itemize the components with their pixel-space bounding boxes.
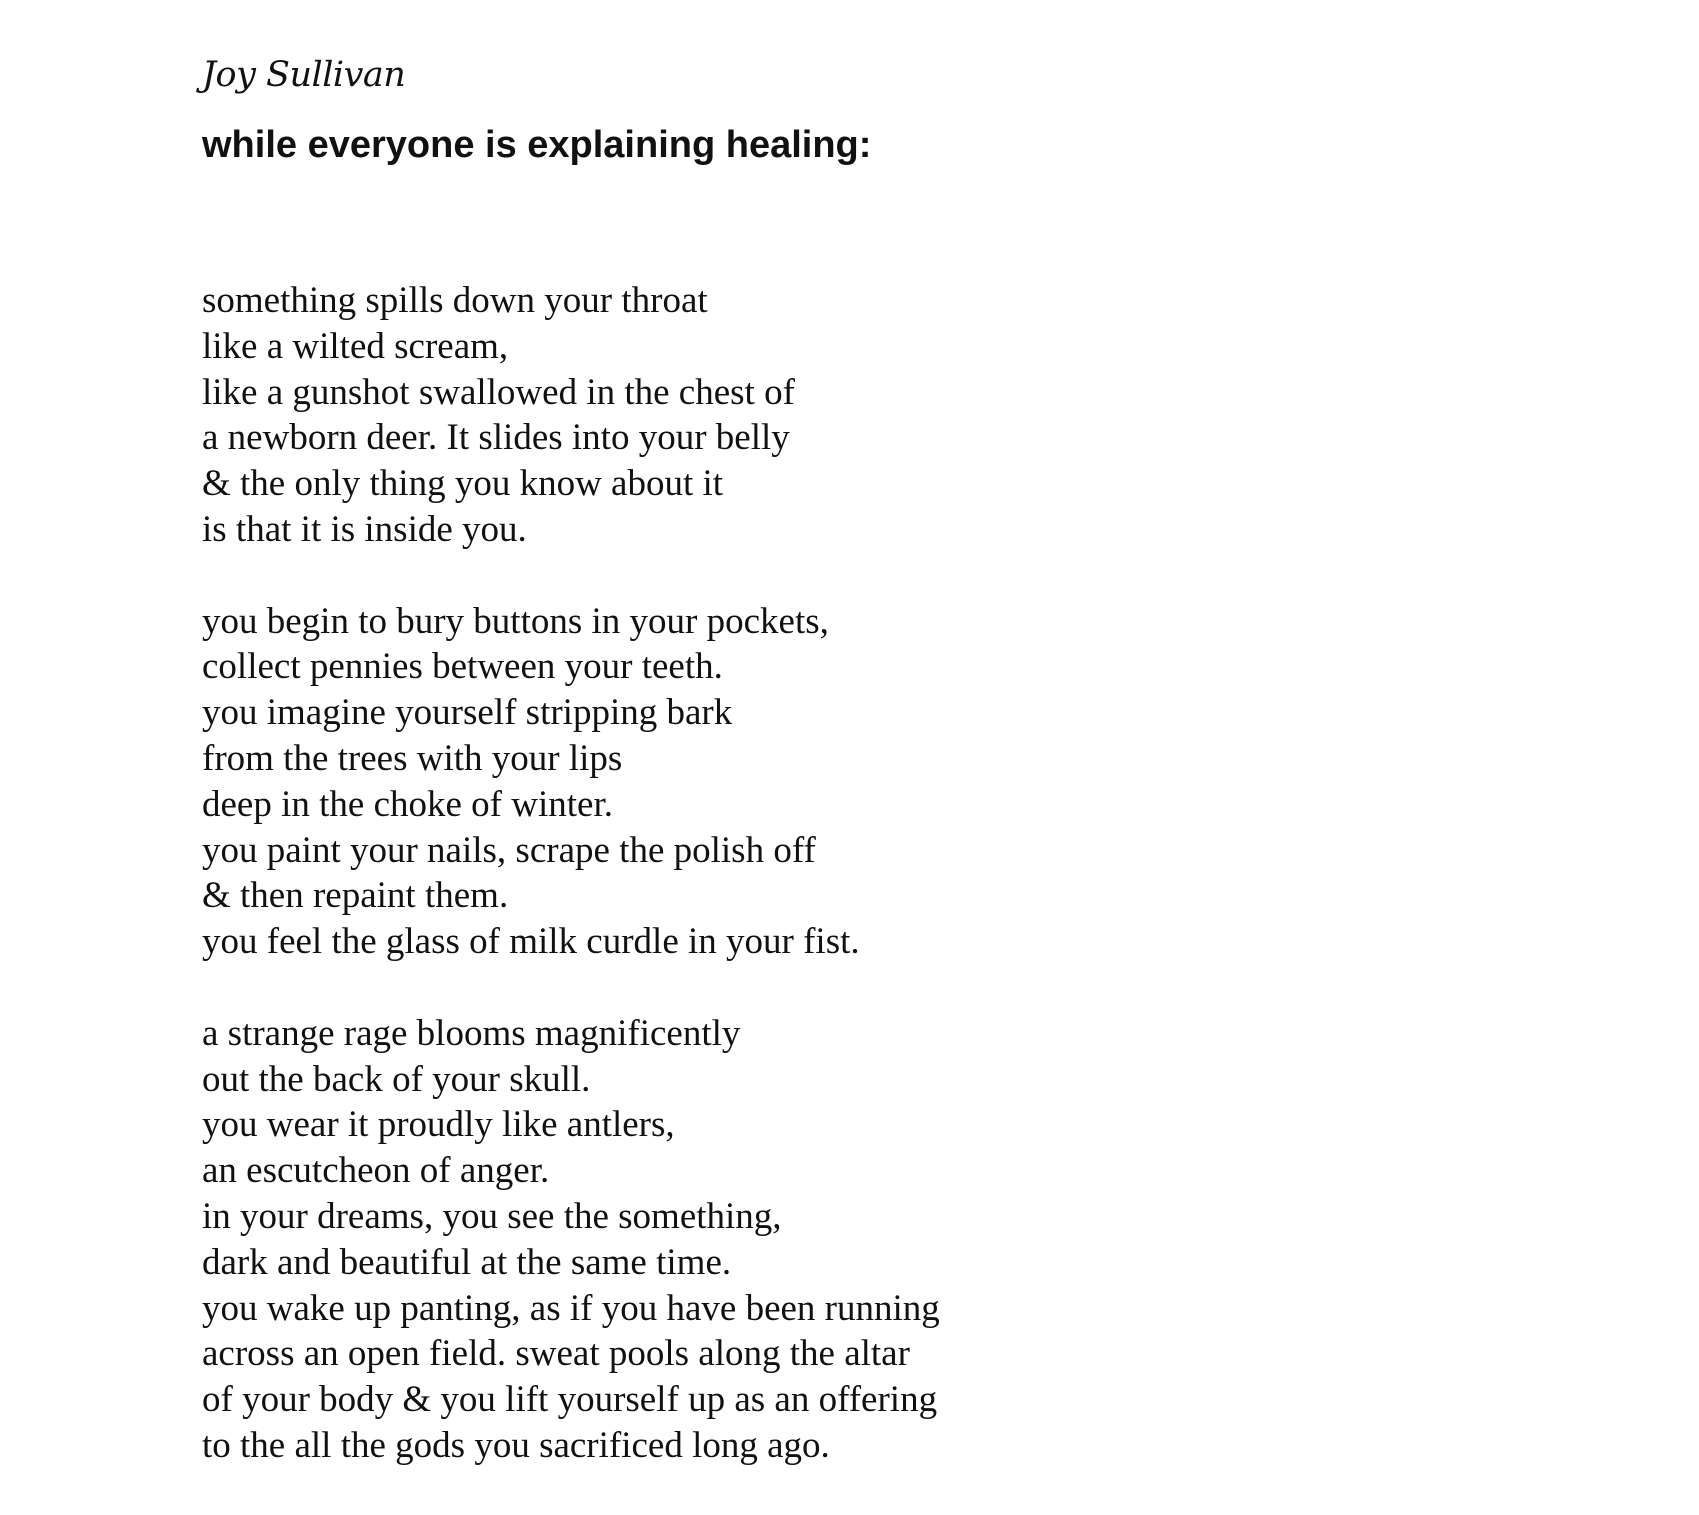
poem-line: from the trees with your lips — [202, 737, 623, 779]
poem-line: in your dreams, you see the something, — [202, 1195, 782, 1237]
poem-line: a newborn deer. It slides into your belly — [202, 417, 790, 459]
poem-line: out the back of your skull. — [202, 1058, 591, 1100]
poem-line: you feel the glass of milk curdle in your fist. — [202, 921, 860, 963]
poem-line: a strange rage blooms magnificently — [202, 1012, 741, 1054]
poem-line: something spills down your throat — [202, 280, 708, 321]
poem-line: you wake up panting, as if you have been running — [202, 1287, 940, 1329]
poem-line: collect pennies between your teeth. — [202, 646, 723, 688]
poem-line: you paint your nails, scrape the polish off — [202, 829, 816, 871]
poem-line: across an open field. sweat pools along the altar — [202, 1333, 910, 1375]
poem-line: like a wilted scream, — [202, 325, 509, 367]
stanza-2 — [202, 599, 1502, 965]
author-name: Joy Sullivan — [202, 55, 406, 95]
stanza-1 — [202, 278, 1502, 553]
poem-line: an escutcheon of anger. — [202, 1150, 550, 1192]
poem-line: you begin to bury buttons in your pockets, — [202, 600, 829, 642]
poem-line: to the all the gods you sacrificed long ago. — [202, 1424, 830, 1466]
document-page — [202, 50, 1502, 1515]
poem-line: is that it is inside you. — [202, 508, 527, 550]
poem-line: like a gunshot swallowed in the chest of — [202, 371, 795, 413]
poem-line: & then repaint them. — [202, 875, 509, 917]
poem-line: you wear it proudly like antlers, — [202, 1104, 675, 1146]
poem-body — [202, 278, 1502, 1469]
poem-line: you imagine yourself stripping bark — [202, 692, 733, 734]
poem-title: while everyone is explaining healing: — [202, 124, 872, 166]
poem-line: & the only thing you know about it — [202, 463, 724, 505]
poem-line: deep in the choke of winter. — [202, 783, 613, 825]
poem-line: dark and beautiful at the same time. — [202, 1241, 732, 1283]
stanza-3 — [202, 1011, 1502, 1469]
poem-line: of your body & you lift yourself up as an offering — [202, 1379, 938, 1421]
